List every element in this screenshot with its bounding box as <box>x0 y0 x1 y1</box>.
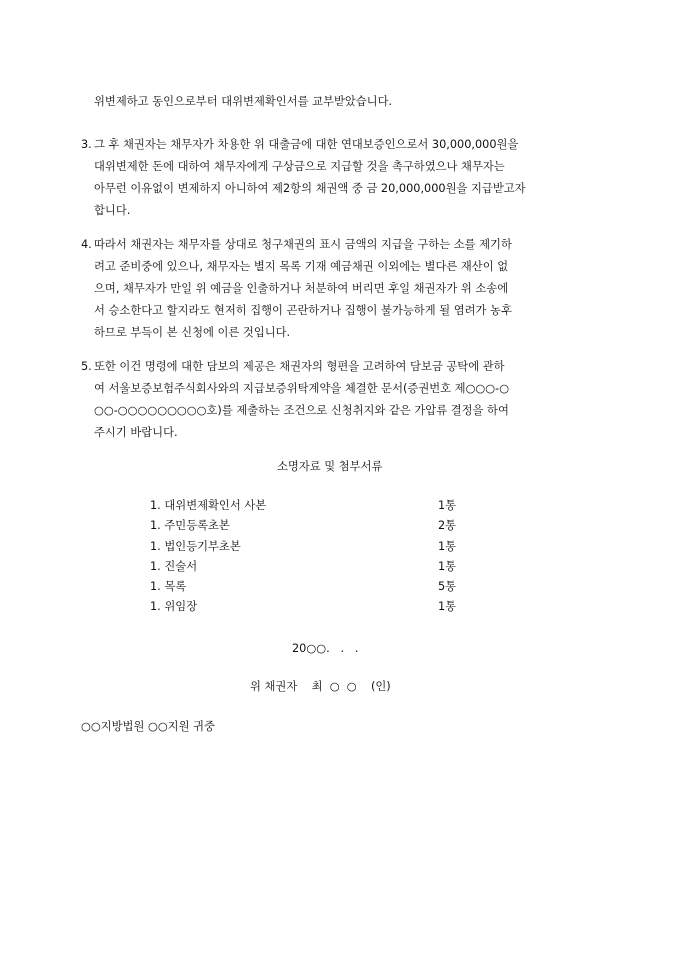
signature-line: 위 채권자 최 ○ ○ (인) <box>250 680 391 693</box>
attachment-item <box>150 598 470 614</box>
paragraph-line: 그 후 채권자는 채무자가 차용한 위 대출금에 대한 연대보증인으로서 30,000,000원을 <box>94 138 519 151</box>
attachment-count: 2통 <box>438 519 457 532</box>
paragraph-line: 려고 준비중에 있으나, 채무자는 별지 목록 기재 예금채권 이외에는 별다른 재산이 없 <box>94 260 509 273</box>
attachment-item <box>150 517 470 533</box>
paragraph-number: 3. <box>81 138 92 151</box>
paragraph-line: 따라서 채권자는 채무자를 상대로 청구채권의 표시 금액의 지급을 구하는 소를 제기하 <box>94 238 512 251</box>
document-date: 20○○. . . <box>292 642 359 655</box>
paragraph-line: 아무런 이유없이 변제하지 아니하여 제2항의 채권액 중 금 20,000,000원을 지급받고자 <box>94 182 526 195</box>
court-addressee: ○○지방법원 ○○지원 귀중 <box>81 720 215 733</box>
paragraph-line: 서 승소한다고 할지라도 현저히 집행이 곤란하거나 집행이 불가능하게 될 염려가 농후 <box>94 304 512 317</box>
attachment-name: 1. 법인등기부초본 <box>150 540 241 553</box>
continuation-line: 위변제하고 동인으로부터 대위변제확인서를 교부받았습니다. <box>94 95 393 108</box>
attachment-name: 1. 목록 <box>150 580 187 593</box>
attachment-item <box>150 558 470 574</box>
paragraph-line: ○○-○○○○○○○○○호)를 제출하는 조건으로 신청취지와 같은 가압류 결정을 하여 <box>94 404 509 417</box>
paragraph-number: 5. <box>81 360 92 373</box>
paragraph-number: 4. <box>81 238 92 251</box>
paragraph-line: 주시기 바랍니다. <box>94 426 178 439</box>
paragraph-line: 하므로 부득이 본 신청에 이른 것입니다. <box>94 326 291 339</box>
paragraph-line: 대위변제한 돈에 대하여 채무자에게 구상금으로 지급할 것을 촉구하였으나 채무자는 <box>94 160 505 173</box>
attachment-item <box>150 497 470 513</box>
paragraph-line: 또한 이건 명령에 대한 담보의 제공은 채권자의 형편을 고려하여 담보금 공탁에 관하 <box>94 360 505 373</box>
attachment-name: 1. 대위변제확인서 사본 <box>150 499 267 512</box>
attachment-count: 1통 <box>438 499 457 512</box>
paragraph-line: 으며, 채무자가 만일 위 예금을 인출하거나 처분하여 버리면 후일 채권자가 위 소송에 <box>94 282 509 295</box>
attachment-name: 1. 위임장 <box>150 600 198 613</box>
paragraph-line: 합니다. <box>94 204 131 217</box>
attachments-title: 소명자료 및 첨부서류 <box>277 460 383 473</box>
attachment-count: 1통 <box>438 560 457 573</box>
attachment-count: 1통 <box>438 540 457 553</box>
attachment-name: 1. 주민등록초본 <box>150 519 230 532</box>
attachment-count: 1통 <box>438 600 457 613</box>
paragraph-line: 여 서울보증보험주식회사와의 지급보증위탁계약을 체결한 문서(증권번호 제○○○-○ <box>94 382 510 395</box>
attachment-item <box>150 578 470 594</box>
attachment-name: 1. 진술서 <box>150 560 198 573</box>
attachment-item <box>150 538 470 554</box>
attachment-count: 5통 <box>438 580 457 593</box>
